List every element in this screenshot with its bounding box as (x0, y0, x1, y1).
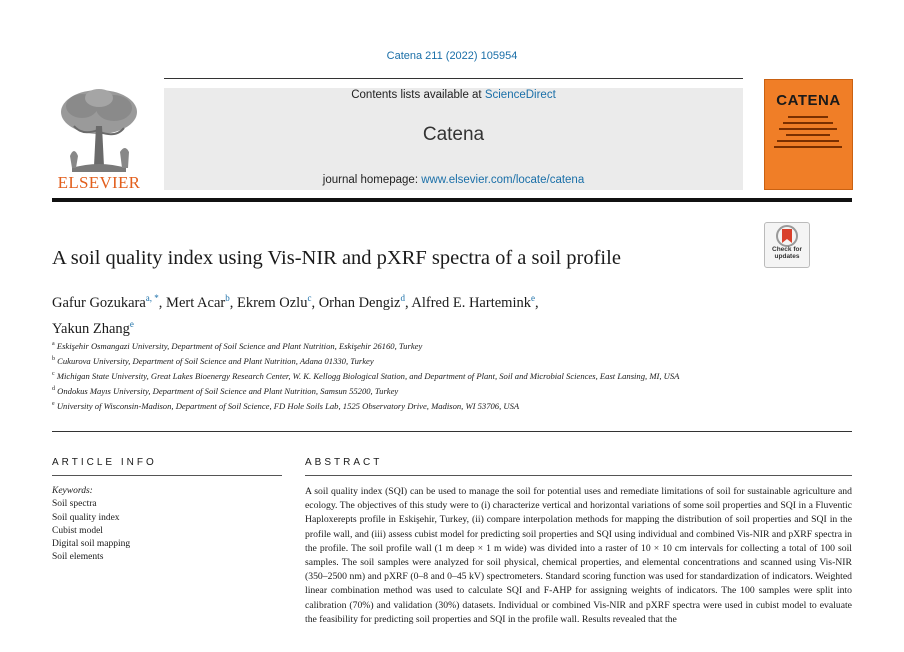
abstract-divider (305, 475, 852, 476)
section-divider (52, 431, 852, 432)
keyword-item: Cubist model (52, 525, 103, 536)
check-for-updates-label: Check for updates (772, 246, 802, 260)
cover-text-lines (772, 112, 844, 152)
keywords-block (52, 485, 282, 565)
affiliation-item (52, 368, 792, 383)
affiliation-mark: e (52, 401, 55, 408)
sciencedirect-link[interactable]: ScienceDirect (484, 89, 556, 101)
header-thick-divider (52, 198, 852, 202)
homepage-prefix: journal homepage: (322, 174, 422, 186)
author-affiliation-mark[interactable]: e (530, 293, 535, 303)
keyword-item: Soil elements (52, 552, 104, 563)
author-affiliation-mark[interactable]: a, * (145, 293, 159, 303)
affiliation-item (52, 383, 792, 398)
article-info-divider (52, 475, 282, 476)
author-name[interactable]: Mert Acar (166, 294, 226, 311)
author-name[interactable]: Orhan Dengiz (318, 294, 401, 311)
cover-title: CATENA (776, 92, 841, 109)
journal-name: Catena (422, 124, 485, 145)
affiliation-text: Michigan State University, Great Lakes Bioenergy Research Center, W. K. Kellogg Biological Station, and Department of Plant, Soil and Microbial Sciences, East Lansing, MI, USA (56, 370, 680, 381)
affiliation-mark: a (52, 341, 55, 347)
contents-prefix: Contents lists available at (351, 89, 485, 101)
abstract-heading: ABSTRACT (305, 457, 383, 468)
homepage-link[interactable]: www.elsevier.com/locate/catena (421, 174, 585, 186)
keyword-item: Soil spectra (52, 499, 97, 510)
affiliation-item (52, 338, 792, 353)
affiliation-text: Ondokus Mayıs University, Department of Soil Science and Plant Nutrition, Samsun 55200, Turkey (57, 386, 399, 397)
abstract-text: A soil quality index (SQI) can be used to manage the soil for potential uses and remediate limitations of soil for sustainable agriculture and ecology. The objectives of this study were to (i) characterize vertical and horizontal variations of some soil properties and SQI in a Fluventic Haploxerepts profile in Eskişehir, Turkey, (ii) compare interpolation methods for mapping the distribution of soil properties and SQI in the profile wall, and (iii) assess cubist model for predicting soil properties and SQI using individual and combined Vis-NIR and pXRF spectra in the profile. The soil profile wall (1 m deep × 1 m wide) was divided into a raster of 10 × 10 cm intervals for collecting a total of 100 soil samples. The soil samples were analyzed for soil physical, chemical properties, and elemental concentrations and scanned using Vis-NIR (350–2500 nm) and pXRF (0–8 and 0–45 kV) spectrometers. Standard scoring function was used for standardization of indicators. Weighted linear combination method was used to calculate SQI and F-AHP for assigning weights of indicators. The 100 samples were split into calibration (70%) and validation (30%) datasets. Individual or combined Vis-NIR and pXRF spectra were used in cubist model to evaluate the feasibility for predicting soil properties and SQI in the profile wall. Results revealed that the (305, 486, 852, 625)
author-affiliation-mark[interactable]: d (400, 293, 405, 303)
affiliation-text: Cukurova University, Department of Soil Science and Plant Nutrition, Adana 01330, Turkey (57, 355, 374, 366)
article-info-heading: ARTICLE INFO (52, 457, 157, 468)
journal-reference[interactable]: Catena 211 (2022) 105954 (386, 50, 518, 62)
homepage-line (164, 174, 743, 186)
author-name[interactable]: Yakun Zhang (52, 320, 130, 337)
keywords-label: Keywords: (52, 486, 93, 496)
author-name[interactable]: Gafur Gozukara (52, 294, 146, 311)
check-for-updates-button[interactable] (764, 222, 810, 268)
author-affiliation-mark[interactable]: b (225, 293, 230, 303)
keyword-item: Digital soil mapping (52, 539, 131, 550)
publisher-wordmark: ELSEVIER (57, 173, 141, 192)
top-divider (164, 78, 743, 79)
affiliation-list (52, 338, 792, 413)
author-affiliation-mark[interactable]: c (307, 293, 312, 303)
author-list: Gafur Gozukara$^{a, *}$, Mert Acar$^b$, Ekrem Ozlu$^c$, Orhan Dengiz$^d$, Alfred E. Hartemink$^e$, Yakun Zhang$^e$ (52, 293, 539, 337)
affiliation-mark: c (52, 371, 55, 378)
affiliation-mark: b (52, 356, 55, 363)
affiliation-text: Eskişehir Osmangazi University, Department of Soil Science and Plant Nutrition, Eskişehir 26160, Turkey (56, 340, 423, 351)
author-name[interactable]: Ekrem Ozlu (236, 294, 308, 311)
affiliation-item (52, 398, 792, 413)
article-title: A soil quality index using Vis-NIR and pXRF spectra of a soil profile (52, 247, 621, 269)
affiliation-item (52, 353, 792, 368)
contents-line (164, 89, 743, 101)
author-affiliation-mark[interactable]: e (129, 318, 134, 329)
affiliation-text: University of Wisconsin-Madison, Department of Soil Science, FD Hole Soils Lab, 1525 Observatory Drive, Madison, WI 53706, USA (56, 401, 520, 412)
affiliation-mark: d (52, 386, 55, 393)
author-name[interactable]: Alfred E. Hartemink (411, 294, 531, 311)
keyword-item: Soil quality index (52, 512, 120, 523)
